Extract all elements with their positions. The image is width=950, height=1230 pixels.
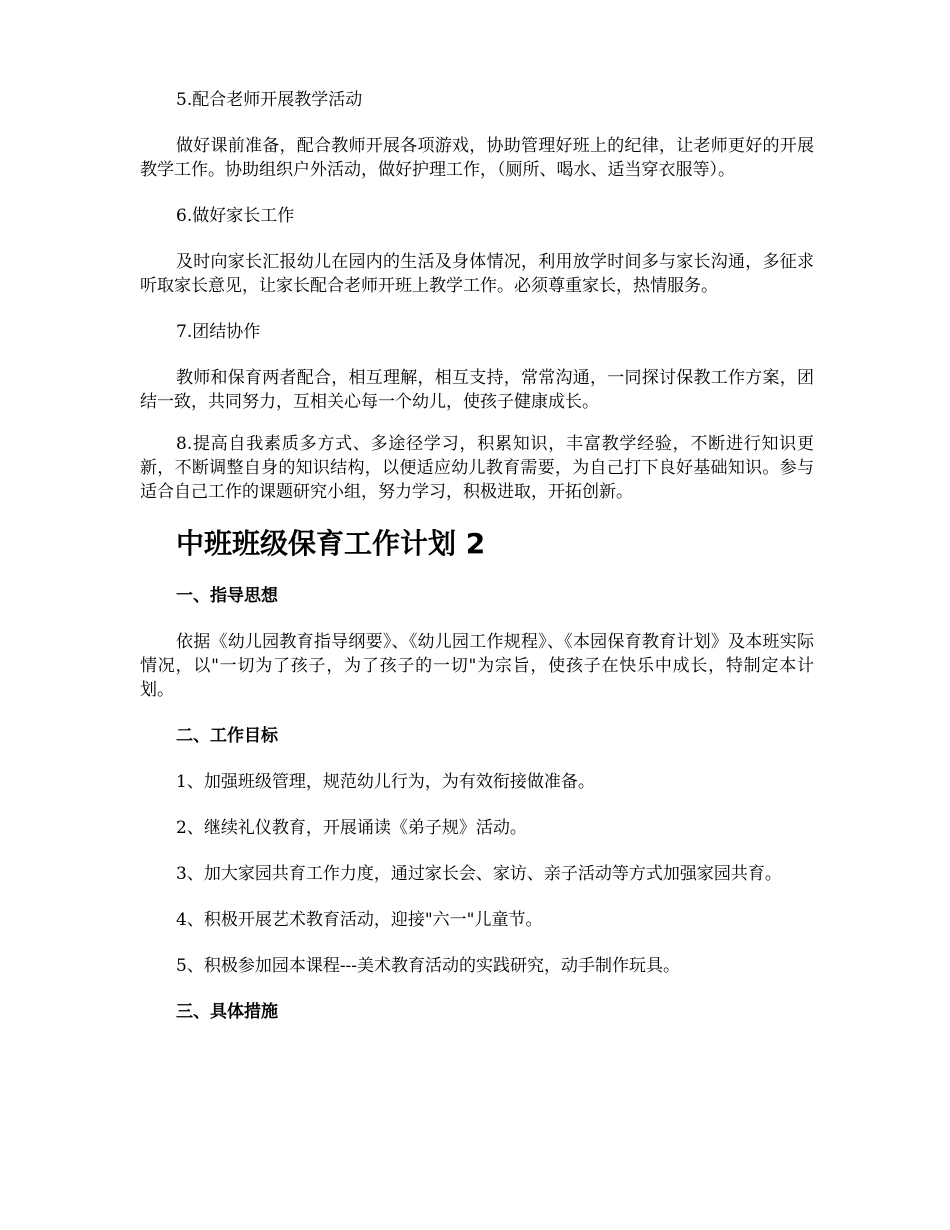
goal-item-5: 5、积极参加园本课程---美术教育活动的实践研究，动手制作玩具。 [176, 956, 681, 976]
item-7-title: 7.团结协作 [176, 322, 261, 342]
item-6-title: 6.做好家长工作 [176, 206, 295, 226]
heading-work-goals: 二、工作目标 [176, 726, 278, 746]
goal-item-3: 3、加大家园共育工作力度，通过家长会、家访、亲子活动等方式加强家园共育。 [176, 864, 782, 884]
item-8-body: 8.提高自我素质多方式、多途径学习，积累知识，丰富教学经验，不断进行知识更新，不断调整自身的知识结构，以便适应幼儿教育需要，为自己打下良好基础知识。参与适合自己工作的课题研究小组，努力学习，积极进取，开拓创新。 [140, 434, 814, 502]
heading-guiding-ideology: 一、指导思想 [176, 586, 278, 606]
heading-measures: 三、具体措施 [176, 1002, 278, 1022]
goal-item-4: 4、积极开展艺术教育活动，迎接"六一"儿童节。 [176, 910, 543, 930]
document-page [140, 88, 814, 1024]
item-5-body: 做好课前准备，配合教师开展各项游戏，协助管理好班上的纪律，让老师更好的开展教学工作。协助组织户外活动，做好护理工作，（厕所、喝水、适当穿衣服等）。 [140, 136, 814, 180]
item-5-title: 5.配合老师开展教学活动 [176, 90, 363, 110]
goal-item-2: 2、继续礼仪教育，开展诵读《弟子规》活动。 [176, 818, 527, 838]
item-6-body: 及时向家长汇报幼儿在园内的生活及身体情况，利用放学时间多与家长沟通，多征求听取家长意见，让家长配合老师开班上教学工作。必须尊重家长，热情服务。 [140, 252, 814, 296]
goal-item-1: 1、加强班级管理，规范幼儿行为，为有效衔接做准备。 [176, 772, 595, 792]
guiding-ideology-body: 依据《幼儿园教育指导纲要》、《幼儿园工作规程》、《本园保育教育计划》及本班实际情况，以"一切为了孩子，为了孩子的一切"为宗旨，使孩子在快乐中成长，特制定本计划。 [140, 632, 814, 700]
plan-title: 中班班级保育工作计划 2 [176, 527, 486, 560]
item-7-body: 教师和保育两者配合，相互理解，相互支持，常常沟通，一同探讨保教工作方案，团结一致，共同努力，互相关心每一个幼儿，使孩子健康成长。 [140, 368, 814, 412]
